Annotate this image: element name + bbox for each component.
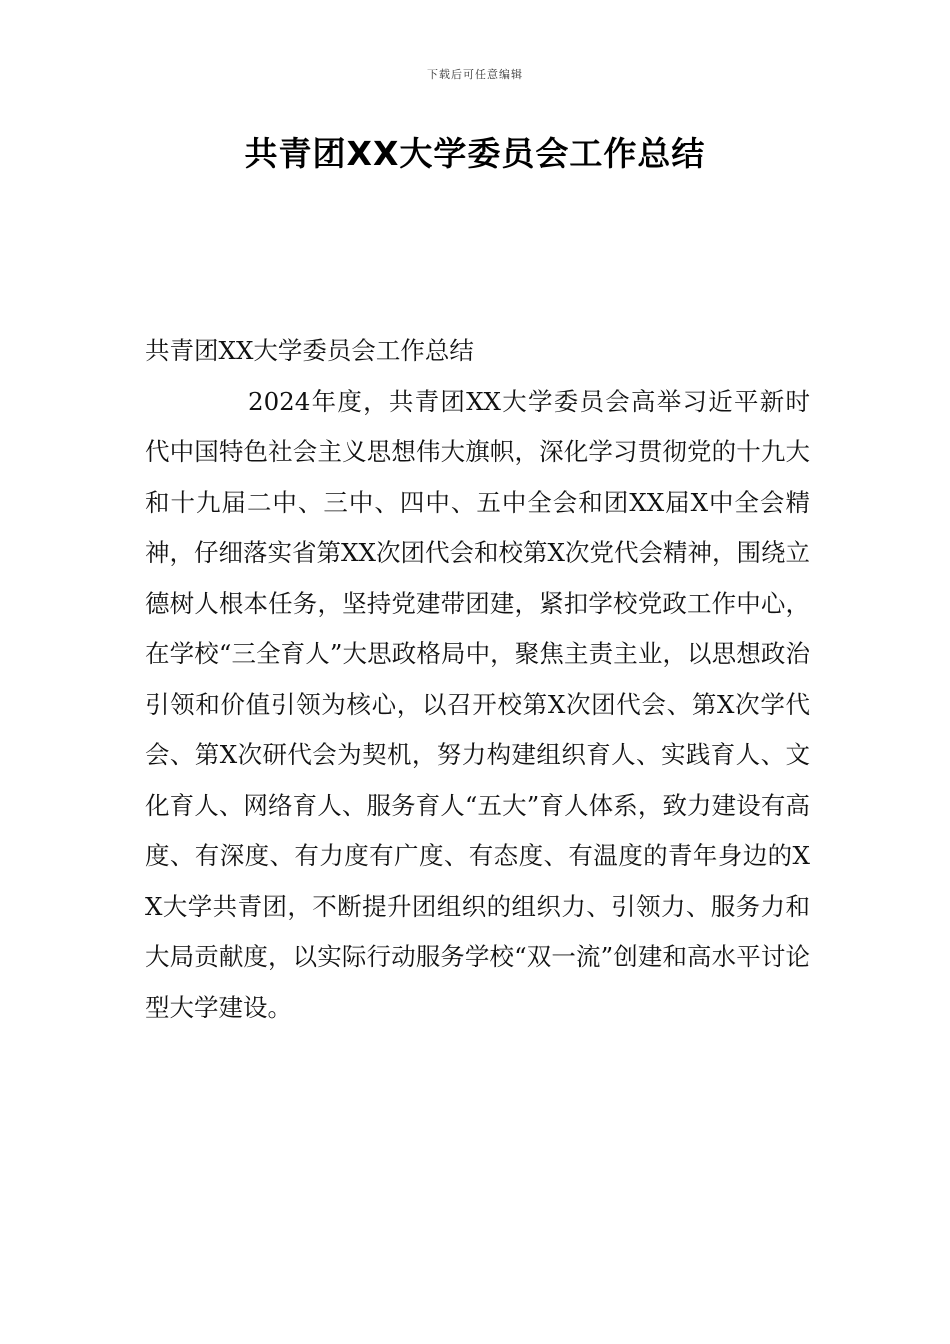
document-title: 共青团XX大学委员会工作总结 — [244, 134, 706, 173]
header-note: 下载后可任意编辑 — [427, 68, 523, 81]
document-subtitle: 共青团XX大学委员会工作总结 — [145, 336, 474, 365]
body-paragraph: 2024年度，共青团XX大学委员会高举习近平新时代中国特色社会主义思想伟大旗帜，深化学习贯彻党的十九大和十九届二中、三中、四中、五中全会和团XX届X中全会精神，仔细落实省第XX次团代会和校第X次党代会精神，围绕立德树人根本任务，坚持党建带团建，紧扣学校党政工作中心，在学校“三全育人”大思政格局中，聚焦主责主业，以思想政治引领和价值引领为核心，以召开校第X次团代会、第X次学代会、第X次研代会为契机，努力构建组织育人、实践育人、文化育人、网络育人、服务育人“五大”育人体系，致力建设有高度、有深度、有力度有广度、有态度、有温度的青年身边的XX大学共青团，不断提升团组织的组织力、引领力、服务力和大局贡献度，以实际行动服务学校“双一流”创建和高水平讨论型大学建设。 — [145, 386, 810, 1022]
document-body — [145, 326, 810, 1033]
